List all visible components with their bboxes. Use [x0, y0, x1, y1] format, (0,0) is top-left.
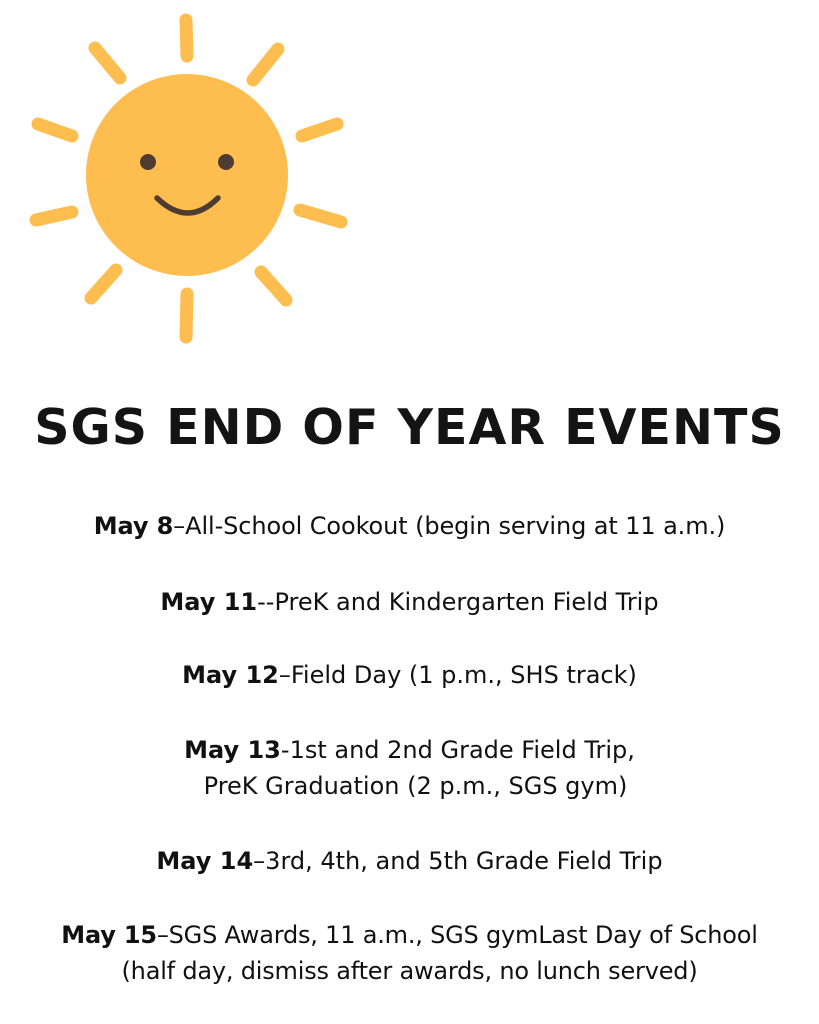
event-date: May 15: [61, 921, 157, 949]
event-description-continued: PreK Graduation (2 p.m., SGS gym): [203, 772, 628, 800]
sun-ray: [38, 124, 72, 136]
sun-ray: [186, 20, 187, 56]
event-item: [0, 584, 819, 620]
smiling-sun-icon: [0, 0, 370, 360]
sun-ray: [91, 270, 116, 298]
sun-ray: [95, 48, 120, 78]
event-separator: –: [278, 661, 291, 689]
page-title: SGS END OF YEAR EVENTS: [34, 399, 785, 456]
event-separator: –: [173, 512, 186, 540]
event-description: PreK and Kindergarten Field Trip: [274, 588, 659, 616]
event-item: [0, 732, 819, 804]
sun-ray: [253, 49, 278, 80]
event-date: May 8: [93, 512, 174, 540]
event-separator: –: [156, 921, 169, 949]
sun-face: [86, 74, 288, 276]
event-description: All-School Cookout (begin serving at 11 a.m.): [185, 512, 726, 540]
event-item: [0, 917, 819, 989]
sun-ray: [186, 294, 187, 337]
event-date: May 14: [156, 847, 254, 875]
sun-ray: [302, 124, 337, 136]
event-separator: –: [253, 847, 266, 875]
sun-right-eye: [218, 154, 234, 170]
sun-left-eye: [140, 154, 156, 170]
event-date: May 13: [184, 736, 281, 764]
event-description-continued: (half day, dismiss after awards, no lunch served): [121, 957, 698, 985]
event-separator: -: [280, 736, 290, 764]
event-separator: --: [257, 588, 275, 616]
event-date: May 11: [160, 588, 258, 616]
event-description: SGS Awards, 11 a.m., SGS gymLast Day of School: [168, 921, 758, 949]
event-date: May 12: [182, 661, 279, 689]
event-item: [0, 657, 819, 693]
event-description: 1st and 2nd Grade Field Trip,: [289, 736, 635, 764]
sun-ray: [300, 210, 341, 222]
sun-ray: [36, 212, 72, 220]
event-description: 3rd, 4th, and 5th Grade Field Trip: [265, 847, 663, 875]
event-description: Field Day (1 p.m., SHS track): [290, 661, 637, 689]
sun-ray: [261, 272, 286, 300]
event-item: [0, 843, 819, 879]
event-item: [0, 508, 819, 544]
